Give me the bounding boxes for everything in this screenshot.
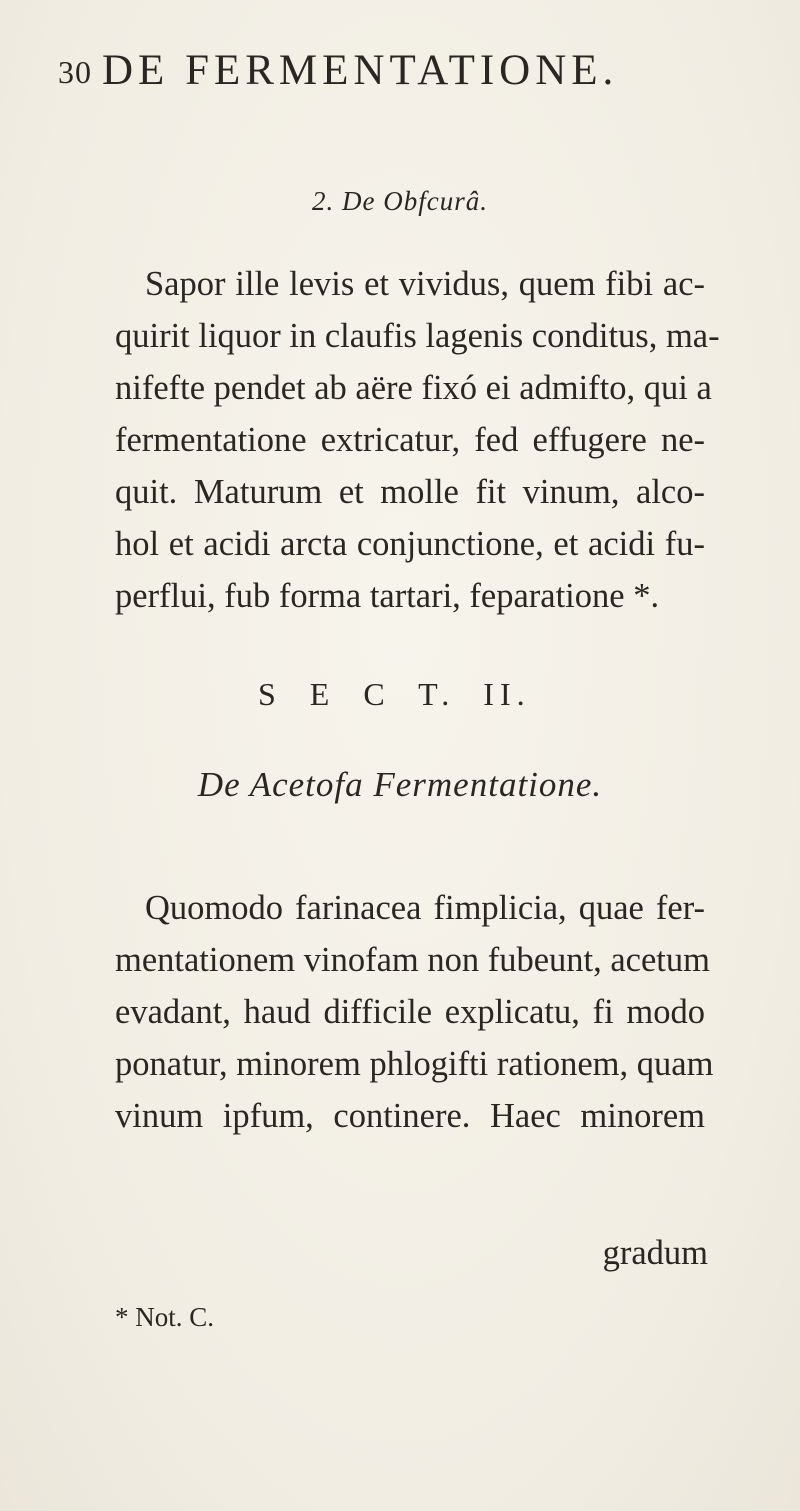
text-line: quirit liquor in claufis lagenis conditus, ma- <box>115 317 720 355</box>
text-line: nifefte pendet ab aëre fixó ei admifto, qui a <box>115 369 712 407</box>
paragraph-1 <box>115 258 720 622</box>
footnote: * Not. C. <box>115 1302 215 1332</box>
page-header <box>58 46 698 102</box>
text-line: Sapor ille levis et vividus, quem fibi ac- <box>145 265 705 303</box>
page-number: 30 <box>58 54 92 90</box>
section-heading: S E C T. II. <box>258 676 531 712</box>
text-line: evadant, haud difficile explicatu, fi modo <box>115 993 705 1031</box>
text-line: vinum ipfum, continere. Haec minorem <box>115 1097 705 1135</box>
running-title: DE FERMENTATIONE. <box>102 47 619 94</box>
paragraph-2 <box>115 882 714 1142</box>
section-title: De Acetofa Fermentatione. <box>197 765 603 804</box>
subsection-heading: 2. De Obfcurâ. <box>312 186 488 216</box>
text-line: quit. Maturum et molle fit vinum, alco- <box>115 473 705 511</box>
text-line: Quomodo farinacea fimplicia, quae fer- <box>145 889 705 927</box>
text-line: ponatur, minorem phlogifti rationem, quam <box>115 1045 714 1083</box>
text-line: perflui, fub forma tartari, feparatione *. <box>115 577 660 615</box>
text-line: mentationem vinofam non fubeunt, acetum <box>115 941 710 979</box>
text-line: hol et acidi arcta conjunctione, et acidi fu- <box>115 525 705 563</box>
text-line: fermentatione extricatur, fed effugere ne- <box>115 421 705 459</box>
catchword: gradum <box>602 1234 708 1272</box>
